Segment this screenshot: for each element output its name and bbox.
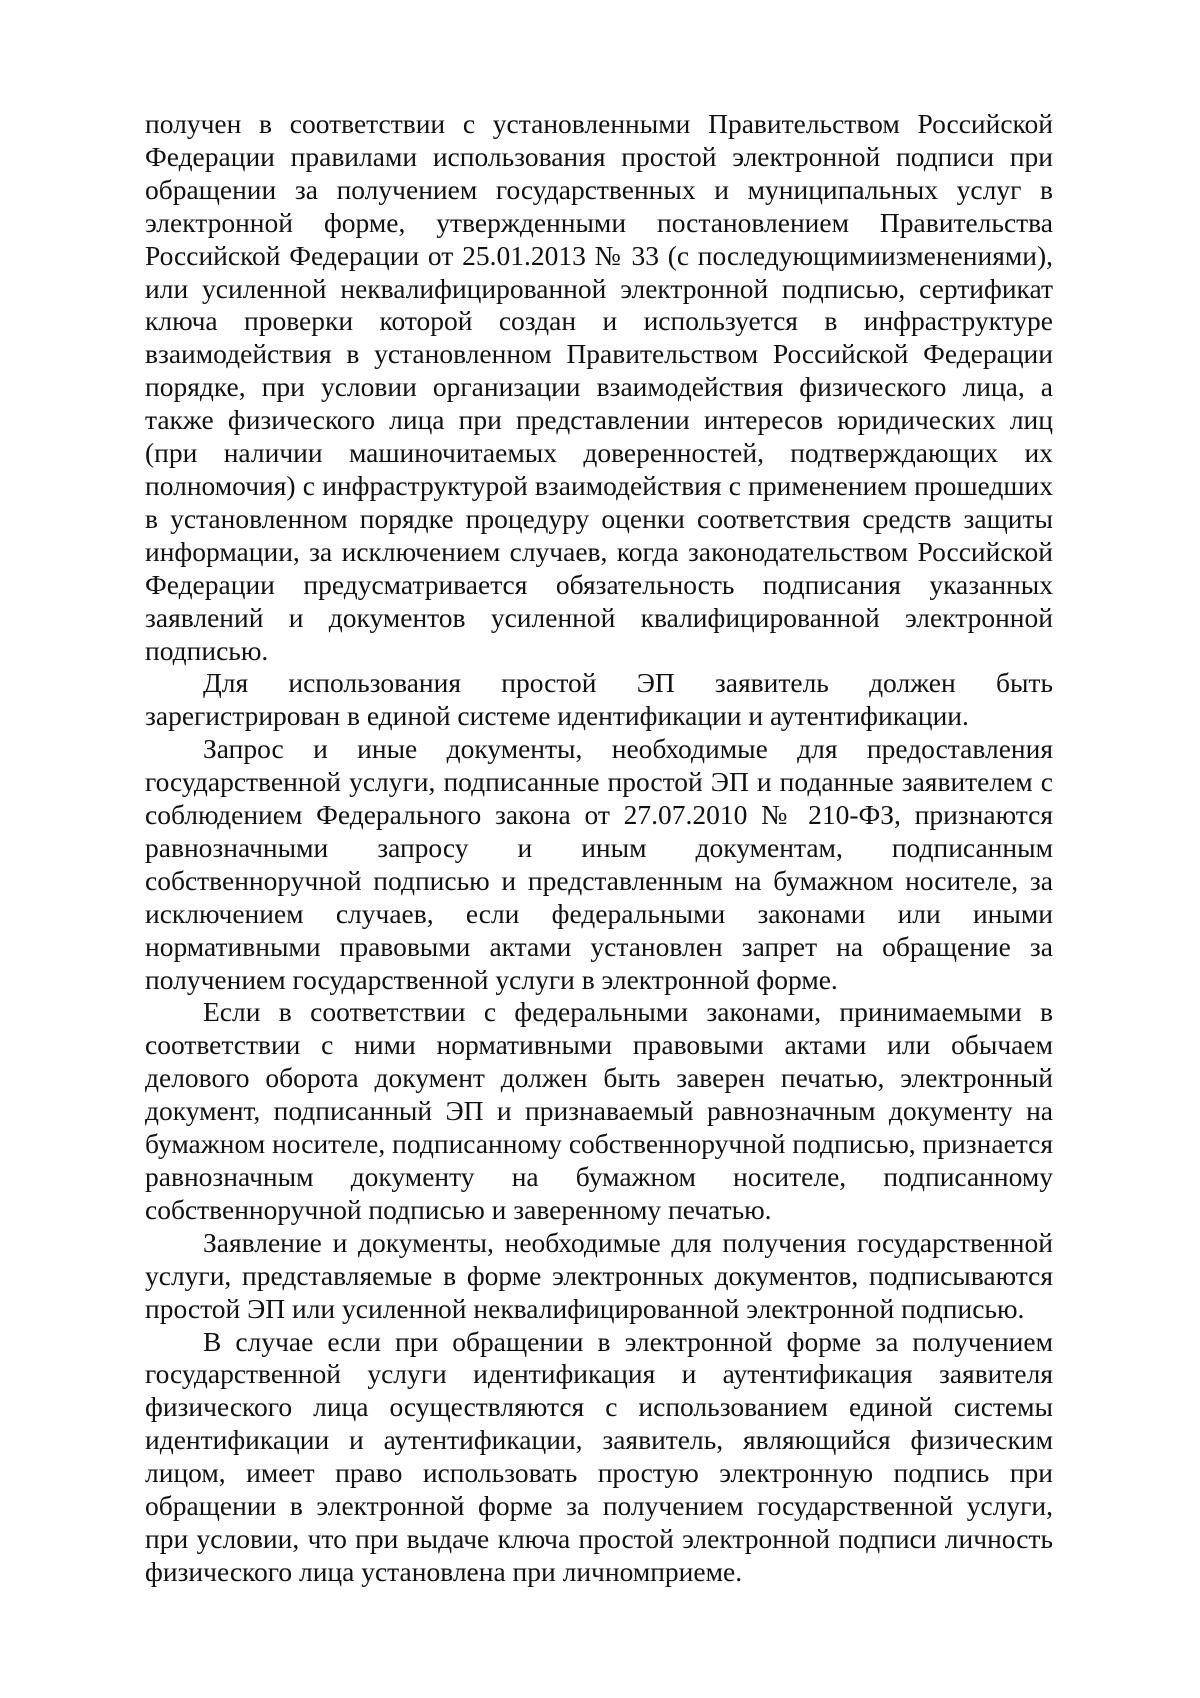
paragraph-simple-signature-registration: Для использования простой ЭП заявитель должен быть зарегистрирован в единой системе идентификации и аутентификации.	[145, 667, 1053, 732]
paragraph-request-equivalence: Запрос и иные документы, необходимые для предоставления государственной услуги, подписанные простой ЭП и поданные заявителем с соблюдением Федерального закона от 27.07.2010 № 210-ФЗ, признаются равнозначными запросу и иным документам, подписанным собственноручной подписью и представленным на бумажном носителе, за исключением случаев, если федеральными законами или иными нормативными правовыми актами установлен запрет на обращение за получением государственной услуги в электронной форме.	[145, 733, 1053, 995]
paragraph-seal-equivalence: Если в соответствии с федеральными законами, принимаемыми в соответствии с ними нормативными правовыми актами или обычаем делового оборота документ должен быть заверен печатью, электронный документ, подписанный ЭП и признаваемый равнозначным документу на бумажном носителе, подписанному собственноручной подписью, признается равнозначным документу на бумажном носителе, подписанному собственноручной подписью и заверенному печатью.	[145, 996, 1053, 1225]
paragraph-identification: В случае если при обращении в электронной форме за получением государственной услуги идентификация и аутентификация заявителя физического лица осуществляются с использованием единой системы идентификации и аутентификации, заявитель, являющийся физическим лицом, имеет право использовать простую электронную подпись при обращении в электронной форме за получением государственной услуги, при условии, что при выдаче ключа простой электронной подписи личность физического лица установлена при личномприеме.	[145, 1325, 1053, 1587]
document-page	[145, 108, 1053, 1589]
paragraph-application-signing: Заявление и документы, необходимые для получения государственной услуги, представляемые в форме электронных документов, подписываются простой ЭП или усиленной неквалифицированной электронной подписью.	[145, 1226, 1053, 1324]
paragraph-continuation: получен в соответствии с установленными Правительством Российской Федерации правилами использования простой электронной подписи при обращении за получением государственных и муниципальных услуг в электронной форме, утвержденными постановлением Правительства Российской Федерации от 25.01.2013 № 33 (с последующимиизменениями), или усиленной неквалифицированной электронной подписью, сертификат ключа проверки которой создан и используется в инфраструктуре взаимодействия в установленном Правительством Российской Федерации порядке, при условии организации взаимодействия физического лица, а также физического лица при представлении интересов юридических лиц (при наличии машиночитаемых доверенностей, подтверждающих их полномочия) с инфраструктурой взаимодействия с применением прошедших в установленном порядке процедуру оценки соответствия средств защиты информации, за исключением случаев, когда законодательством Российской Федерации предусматривается обязательность подписания указанных заявлений и документов усиленной квалифицированной электронной подписью.	[145, 108, 1053, 666]
